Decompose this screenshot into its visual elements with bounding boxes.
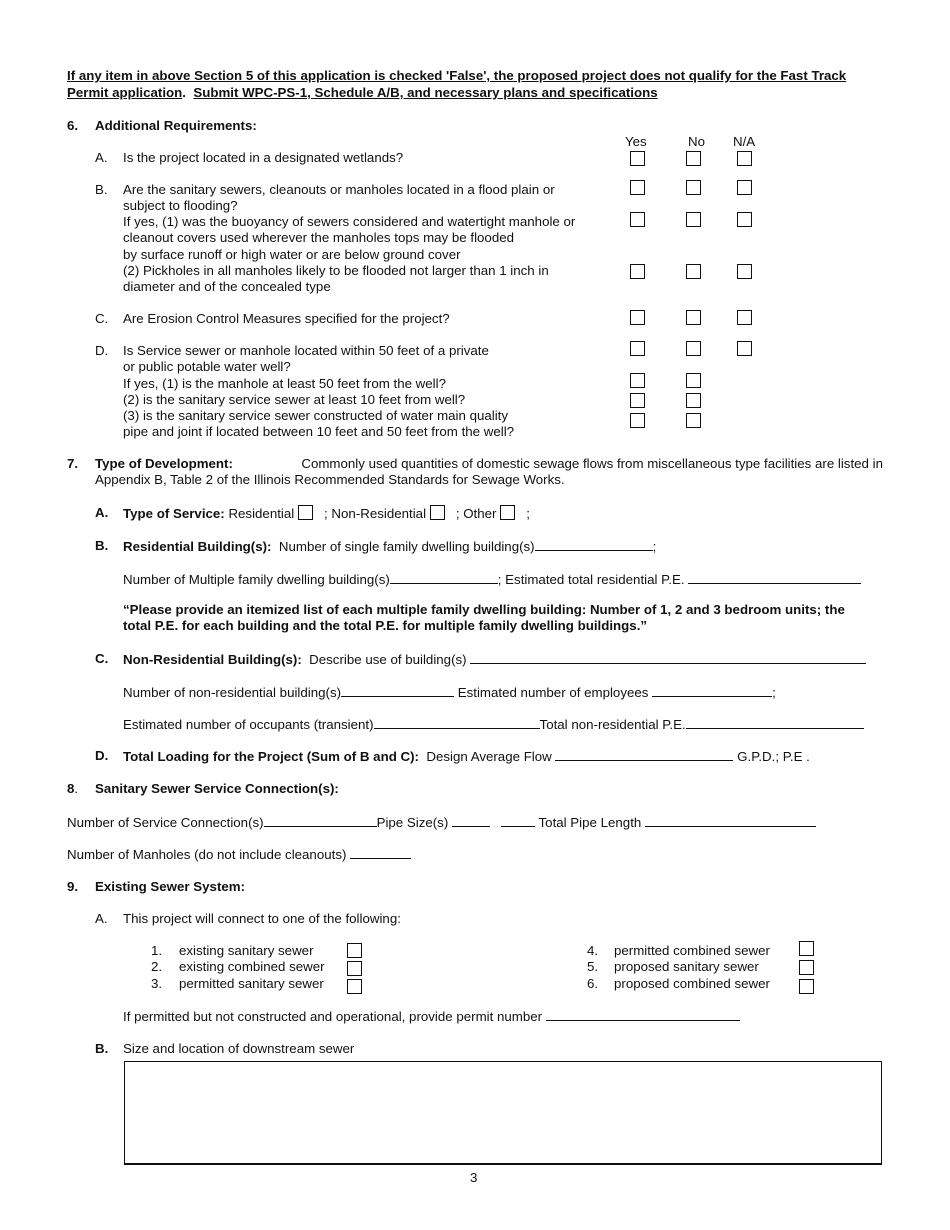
item-6b-letter: B. xyxy=(95,182,108,197)
other-checkbox[interactable] xyxy=(500,505,515,520)
section-9-title: Existing Sewer System: xyxy=(95,879,246,894)
item-6d-line-5: (3) is the sanitary service sewer constructed of water main quality xyxy=(123,408,509,423)
section-8-digit: 8 xyxy=(67,781,75,796)
residential-checkbox[interactable] xyxy=(298,505,313,520)
manholes-row xyxy=(67,846,411,863)
checkbox-6d2-no[interactable] xyxy=(686,393,701,408)
notice-line-2 xyxy=(67,85,658,101)
flow-units: G.P.D.; P.E . xyxy=(737,749,810,764)
checkbox-6b-no[interactable] xyxy=(686,180,701,195)
item-9b-letter: B. xyxy=(95,1041,109,1056)
pipe-length-field[interactable] xyxy=(645,814,816,827)
other-label: ; Other xyxy=(455,506,497,521)
item-9b-text: Size and location of downstream sewer xyxy=(123,1041,355,1056)
non-residential-buildings-label: Non-Residential Building(s): xyxy=(123,652,302,667)
residential-note-line-1: “Please provide an itemized list of each multiple family dwelling building: Number of 1, 2 and 3 bedroom units; the xyxy=(123,602,845,617)
checkbox-6d2-yes[interactable] xyxy=(630,393,645,408)
type-of-service-end: ; xyxy=(526,506,530,521)
item-7b-letter: B. xyxy=(95,538,109,553)
total-loading-label: Total Loading for the Project (Sum of B and C): xyxy=(123,749,419,764)
item-6b-line-7: diameter and of the concealed type xyxy=(123,279,331,294)
describe-use-field[interactable] xyxy=(470,651,866,664)
notice-line-1: If any item in above Section 5 of this application is checked 'False', the proposed project does not qualify for the Fast Track xyxy=(67,68,847,83)
option-6-checkbox[interactable] xyxy=(799,979,814,994)
item-7d-letter: D. xyxy=(95,748,109,763)
type-of-service-row xyxy=(123,505,530,522)
employees-field[interactable] xyxy=(652,684,772,697)
checkbox-6d1-yes[interactable] xyxy=(630,373,645,388)
option-2-number: 2. xyxy=(151,959,163,974)
checkbox-6b2-no[interactable] xyxy=(686,264,701,279)
manholes-field[interactable] xyxy=(350,846,411,859)
checkbox-6b-na[interactable] xyxy=(737,180,752,195)
service-connection-row xyxy=(67,814,816,831)
occupants-label: Estimated number of occupants (transient) xyxy=(123,717,374,732)
item-6d-line-1: Is Service sewer or manhole located within 50 feet of a private xyxy=(123,343,489,358)
item-6a-letter: A. xyxy=(95,150,108,165)
single-family-row xyxy=(123,538,656,555)
section-8-dot: . xyxy=(74,781,79,796)
section-8-number xyxy=(67,781,78,797)
option-3-label: permitted sanitary sewer xyxy=(179,976,324,991)
estimated-residential-pe-field[interactable] xyxy=(688,571,861,584)
checkbox-6c-no[interactable] xyxy=(686,310,701,325)
permit-number-row xyxy=(123,1008,740,1025)
employees-label: Estimated number of employees xyxy=(457,685,649,700)
option-3-checkbox[interactable] xyxy=(347,979,362,994)
column-na: N/A xyxy=(733,134,756,149)
total-non-residential-pe-label: Total non-residential P.E. xyxy=(539,717,686,732)
checkbox-6c-yes[interactable] xyxy=(630,310,645,325)
section-7-intro-line-1 xyxy=(95,456,883,472)
notice-line-2-part-c: Submit WPC-PS-1, Schedule A/B, and necessary plans and specifications xyxy=(193,85,658,100)
total-non-residential-pe-field[interactable] xyxy=(686,716,864,729)
notice-line-2-part-a: Permit application xyxy=(67,85,183,100)
option-1-number: 1. xyxy=(151,943,163,958)
option-4-checkbox[interactable] xyxy=(799,941,814,956)
checkbox-6d-yes[interactable] xyxy=(630,341,645,356)
checkbox-6b1-na[interactable] xyxy=(737,212,752,227)
permit-number-label: If permitted but not constructed and operational, provide permit number xyxy=(123,1009,543,1024)
non-residential-count-row xyxy=(123,684,776,701)
column-no: No xyxy=(688,134,705,149)
non-residential-checkbox[interactable] xyxy=(430,505,445,520)
option-6-number: 6. xyxy=(587,976,599,991)
checkbox-6b1-no[interactable] xyxy=(686,212,701,227)
column-yes: Yes xyxy=(625,134,647,149)
checkbox-6a-yes[interactable] xyxy=(630,151,645,166)
option-1-label: existing sanitary sewer xyxy=(179,943,314,958)
notice-line-2-part-b: . xyxy=(182,85,194,100)
residential-note-line-2: total P.E. for each building and the total P.E. for multiple family dwelling buildings.” xyxy=(123,618,648,633)
employees-end: ; xyxy=(772,685,776,700)
non-residential-count-field[interactable] xyxy=(341,684,454,697)
item-6c-text: Are Erosion Control Measures specified for the project? xyxy=(123,311,450,326)
occupants-field[interactable] xyxy=(374,716,540,729)
checkbox-6d-no[interactable] xyxy=(686,341,701,356)
non-residential-count-label: Number of non-residential building(s) xyxy=(123,685,342,700)
residential-label: Residential xyxy=(228,506,295,521)
option-1-checkbox[interactable] xyxy=(347,943,362,958)
item-6b-line-5: by surface runoff or high water or are below ground cover xyxy=(123,247,461,262)
option-5-label: proposed sanitary sewer xyxy=(614,959,759,974)
multiple-family-row xyxy=(123,571,861,588)
single-family-label: Number of single family dwelling building(s) xyxy=(278,539,535,554)
section-6-title: Additional Requirements: xyxy=(95,118,257,133)
checkbox-6b1-yes[interactable] xyxy=(630,212,645,227)
section-9-number: 9. xyxy=(67,879,79,894)
checkbox-6d1-no[interactable] xyxy=(686,373,701,388)
option-4-number: 4. xyxy=(587,943,599,958)
checkbox-6a-na[interactable] xyxy=(737,151,752,166)
item-6c-letter: C. xyxy=(95,311,109,326)
permit-number-field[interactable] xyxy=(546,1008,740,1021)
type-of-service-label: Type of Service: xyxy=(123,506,225,521)
single-family-end: ; xyxy=(652,539,657,554)
checkbox-6b2-na[interactable] xyxy=(737,264,752,279)
pipe-size-field-1[interactable] xyxy=(452,814,490,827)
section-7-title: Type of Development: xyxy=(95,456,233,471)
section-8-title: Sanitary Sewer Service Connection(s): xyxy=(95,781,339,796)
item-6b-line-1: Are the sanitary sewers, cleanouts or manholes located in a flood plain or xyxy=(123,182,555,197)
downstream-sewer-textarea[interactable] xyxy=(124,1061,882,1165)
option-5-checkbox[interactable] xyxy=(799,960,814,975)
estimated-residential-pe-label: ; Estimated total residential P.E. xyxy=(497,572,685,587)
non-residential-describe-row xyxy=(123,651,866,668)
occupants-row xyxy=(123,716,864,733)
checkbox-6b-yes[interactable] xyxy=(630,180,645,195)
design-average-flow-field[interactable] xyxy=(555,748,733,761)
checkbox-6c-na[interactable] xyxy=(737,310,752,325)
item-7c-letter: C. xyxy=(95,651,109,666)
section-7-intro-line-2: Appendix B, Table 2 of the Illinois Recommended Standards for Sewage Works. xyxy=(95,472,565,487)
item-6b-line-6: (2) Pickholes in all manholes likely to be flooded not larger than 1 inch in xyxy=(123,263,549,278)
pipe-length-label: Total Pipe Length xyxy=(538,815,642,830)
checkbox-6d3-yes[interactable] xyxy=(630,413,645,428)
checkbox-6d3-no[interactable] xyxy=(686,413,701,428)
checkbox-6b2-yes[interactable] xyxy=(630,264,645,279)
multiple-family-label: Number of Multiple family dwelling building(s) xyxy=(123,572,390,587)
option-4-label: permitted combined sewer xyxy=(614,943,770,958)
page-number: 3 xyxy=(470,1170,478,1185)
describe-use-label: Describe use of building(s) xyxy=(309,652,467,667)
non-residential-label: ; Non-Residential xyxy=(324,506,427,521)
section-7-number: 7. xyxy=(67,456,79,471)
item-9a-letter: A. xyxy=(95,911,108,926)
manholes-label: Number of Manholes (do not include cleanouts) xyxy=(67,847,347,862)
item-7a-letter: A. xyxy=(95,505,109,520)
item-6b-line-2: subject to flooding? xyxy=(123,198,238,213)
item-6d-line-3: If yes, (1) is the manhole at least 50 feet from the well? xyxy=(123,376,446,391)
multiple-family-field[interactable] xyxy=(390,571,498,584)
section-7-intro-text: Commonly used quantities of domestic sewage flows from miscellaneous type facilities are listed in xyxy=(301,456,883,471)
residential-buildings-label: Residential Building(s): xyxy=(123,539,272,554)
section-6-number: 6. xyxy=(67,118,79,133)
item-6d-line-4: (2) is the sanitary service sewer at least 10 feet from well? xyxy=(123,392,466,407)
option-6-label: proposed combined sewer xyxy=(614,976,770,991)
option-2-checkbox[interactable] xyxy=(347,961,362,976)
single-family-field[interactable] xyxy=(535,538,653,551)
item-9a-text: This project will connect to one of the following: xyxy=(123,911,401,926)
total-loading-row xyxy=(123,748,810,765)
service-connections-label: Number of Service Connection(s) xyxy=(67,815,264,830)
item-6d-letter: D. xyxy=(95,343,109,358)
item-6b-line-4: cleanout covers used wherever the manholes tops may be flooded xyxy=(123,230,515,245)
checkbox-6a-no[interactable] xyxy=(686,151,701,166)
item-6a-text: Is the project located in a designated wetlands? xyxy=(123,150,404,165)
item-6d-line-6: pipe and joint if located between 10 feet and 50 feet from the well? xyxy=(123,424,515,439)
option-5-number: 5. xyxy=(587,959,599,974)
pipe-size-label: Pipe Size(s) xyxy=(376,815,449,830)
pipe-size-field-2[interactable] xyxy=(501,814,535,827)
option-3-number: 3. xyxy=(151,976,163,991)
design-average-flow-label: Design Average Flow xyxy=(426,749,552,764)
service-connections-field[interactable] xyxy=(264,814,377,827)
option-2-label: existing combined sewer xyxy=(179,959,325,974)
item-6d-line-2: or public potable water well? xyxy=(123,359,291,374)
checkbox-6d-na[interactable] xyxy=(737,341,752,356)
item-6b-line-3: If yes, (1) was the buoyancy of sewers considered and watertight manhole or xyxy=(123,214,576,229)
